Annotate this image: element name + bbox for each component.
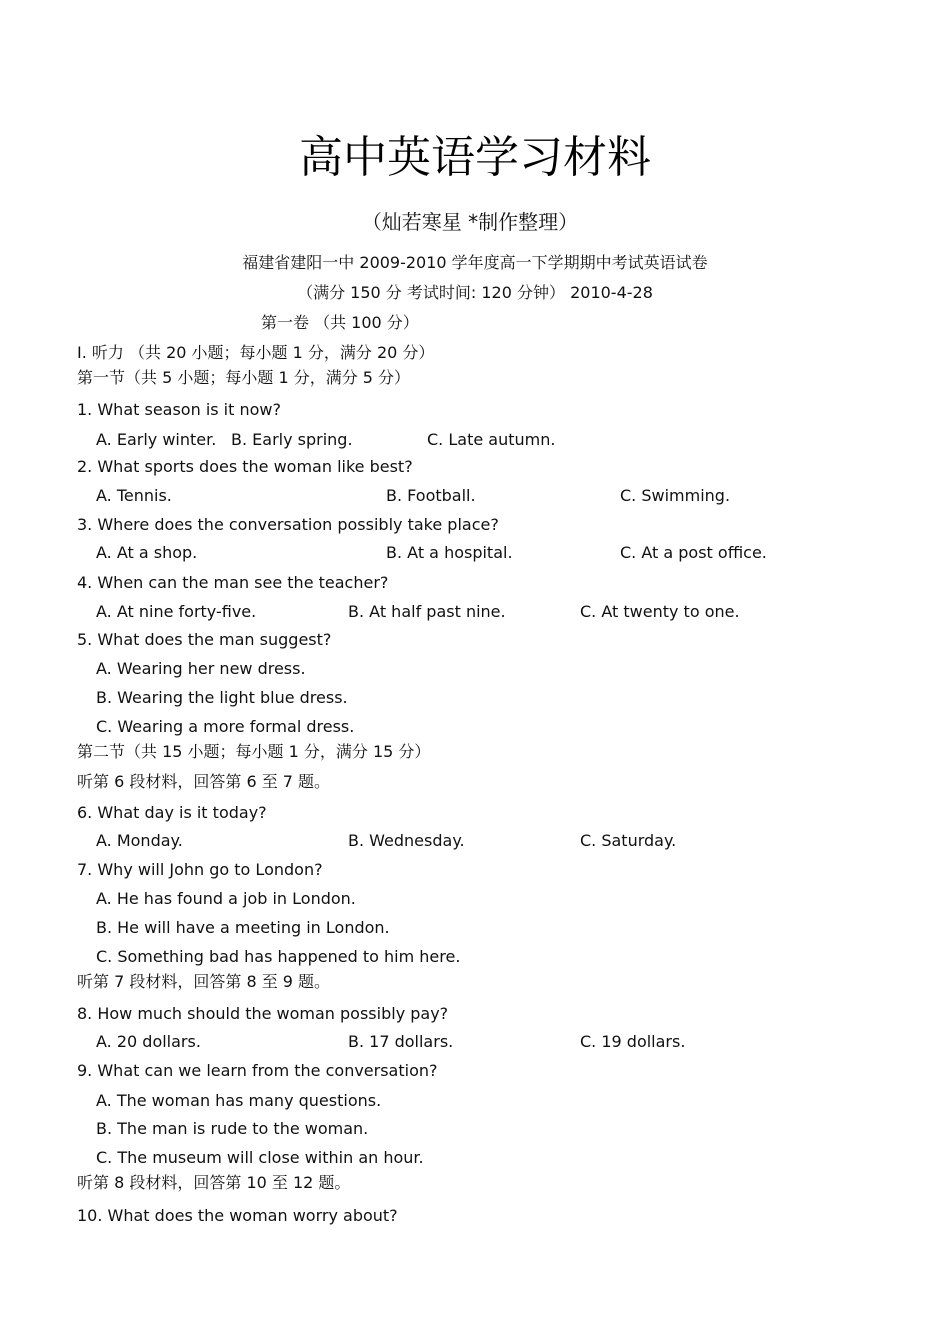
section-heading: I. 听力 （共 20 小题；每小题 1 分，满分 20 分） (77, 343, 435, 362)
question-stem: 10. What does the woman worry about? (77, 1206, 398, 1225)
exam-info: （满分 150 分 考试时间: 120 分钟） 2010-4-28 (297, 283, 653, 302)
material-instruction: 听第 7 段材料，回答第 8 至 9 题。 (77, 972, 331, 991)
question-stem: 7. Why will John go to London? (77, 860, 323, 879)
option-c: C. Saturday. (580, 831, 677, 850)
option-b: B. Early spring. (231, 430, 353, 449)
option-c: C. Late autumn. (427, 430, 556, 449)
part2-heading: 第二节（共 15 小题；每小题 1 分，满分 15 分） (77, 742, 431, 761)
option-b: B. At half past nine. (348, 602, 506, 621)
option-a: A. He has found a job in London. (96, 889, 356, 908)
option-b: B. Football. (386, 486, 476, 505)
question-stem: 2. What sports does the woman like best? (77, 457, 413, 476)
option-b: B. At a hospital. (386, 543, 513, 562)
option-a: A. Monday. (96, 831, 183, 850)
option-a: A. Tennis. (96, 486, 172, 505)
option-c: C. At twenty to one. (580, 602, 740, 621)
volume-heading: 第一卷 （共 100 分） (261, 313, 419, 332)
question-stem: 4. When can the man see the teacher? (77, 573, 389, 592)
question-stem: 5. What does the man suggest? (77, 630, 332, 649)
exam-name: 福建省建阳一中 2009-2010 学年度高一下学期期中考试英语试卷 (242, 253, 708, 272)
option-c: C. The museum will close within an hour. (96, 1148, 424, 1167)
option-c: C. Swimming. (620, 486, 731, 505)
option-c: C. 19 dollars. (580, 1032, 686, 1051)
question-stem: 1. What season is it now? (77, 400, 281, 419)
option-c: C. Something bad has happened to him here. (96, 947, 461, 966)
page-subtitle: （灿若寒星 *制作整理） (361, 210, 579, 234)
option-c: C. At a post office. (620, 543, 767, 562)
option-a: A. Wearing her new dress. (96, 659, 306, 678)
option-a: A. 20 dollars. (96, 1032, 201, 1051)
option-a: A. Early winter. (96, 430, 217, 449)
option-b: B. Wearing the light blue dress. (96, 688, 348, 707)
option-b: B. He will have a meeting in London. (96, 918, 390, 937)
material-instruction: 听第 8 段材料，回答第 10 至 12 题。 (77, 1173, 351, 1192)
option-b: B. The man is rude to the woman. (96, 1119, 369, 1138)
page-title: 高中英语学习材料 (299, 132, 651, 183)
question-stem: 6. What day is it today? (77, 803, 267, 822)
option-a: A. At a shop. (96, 543, 198, 562)
question-stem: 8. How much should the woman possibly pay? (77, 1004, 449, 1023)
part1-heading: 第一节（共 5 小题；每小题 1 分，满分 5 分） (77, 368, 411, 387)
option-a: A. The woman has many questions. (96, 1091, 382, 1110)
option-a: A. At nine forty-five. (96, 602, 257, 621)
question-stem: 9. What can we learn from the conversation? (77, 1061, 438, 1080)
option-b: B. 17 dollars. (348, 1032, 454, 1051)
question-stem: 3. Where does the conversation possibly take place? (77, 515, 499, 534)
option-b: B. Wednesday. (348, 831, 465, 850)
material-instruction: 听第 6 段材料，回答第 6 至 7 题。 (77, 772, 331, 791)
option-c: C. Wearing a more formal dress. (96, 717, 355, 736)
